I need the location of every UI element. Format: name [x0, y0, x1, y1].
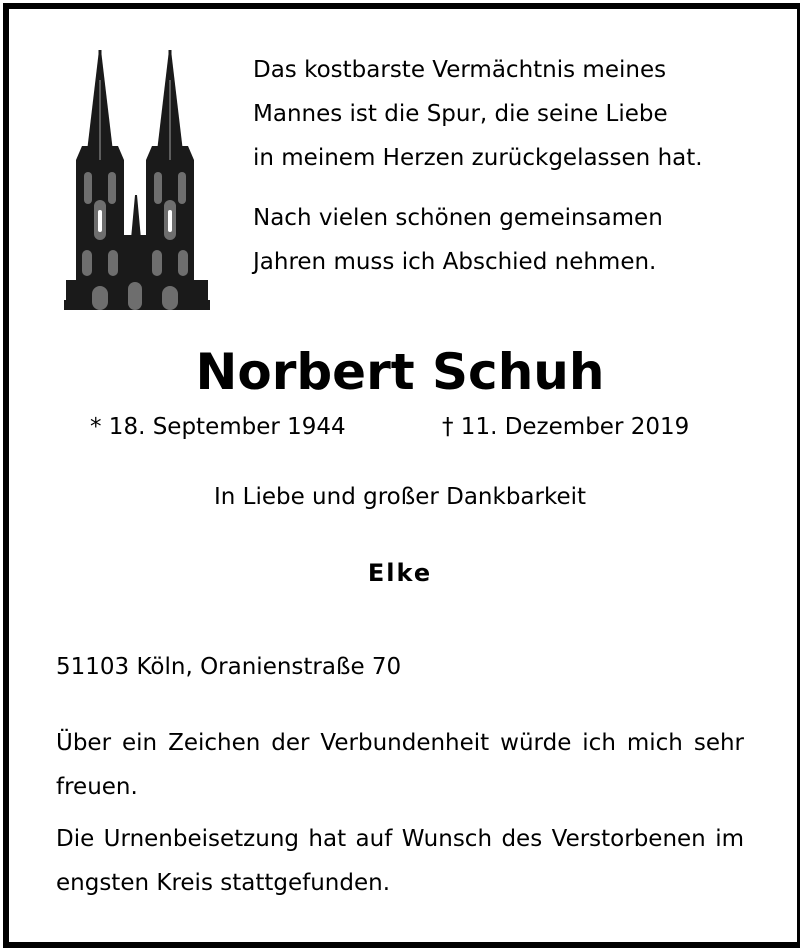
burial-note: Die Urnenbeisetzung hat auf Wunsch des Verstorbenen im engsten Kreis stattgefunden.	[56, 826, 744, 896]
condolence-note: Über ein Zeichen der Verbundenheit würde ich mich sehr freuen.	[56, 730, 744, 800]
deceased-name: Norbert Schuh	[195, 343, 605, 401]
quote-paragraph-2: Nach vielen schönen gemeinsamen Jahren muss ich Abschied nehmen.	[253, 205, 663, 275]
quote-paragraph-1: Das kostbarste Vermächtnis meines Mannes ist die Spur, die seine Liebe in meinem Herzen zurückgelassen hat.	[253, 57, 703, 171]
death-date: † 11. Dezember 2019	[442, 414, 690, 440]
cologne-cathedral-icon	[62, 50, 212, 310]
birth-date: * 18. September 1944	[90, 414, 346, 440]
closing-line: In Liebe und großer Dankbarkeit	[213, 484, 587, 510]
signer-name: Elke	[367, 559, 433, 587]
mourner-address: 51103 Köln, Oranienstraße 70	[56, 654, 402, 680]
memorial-quote	[253, 48, 773, 284]
